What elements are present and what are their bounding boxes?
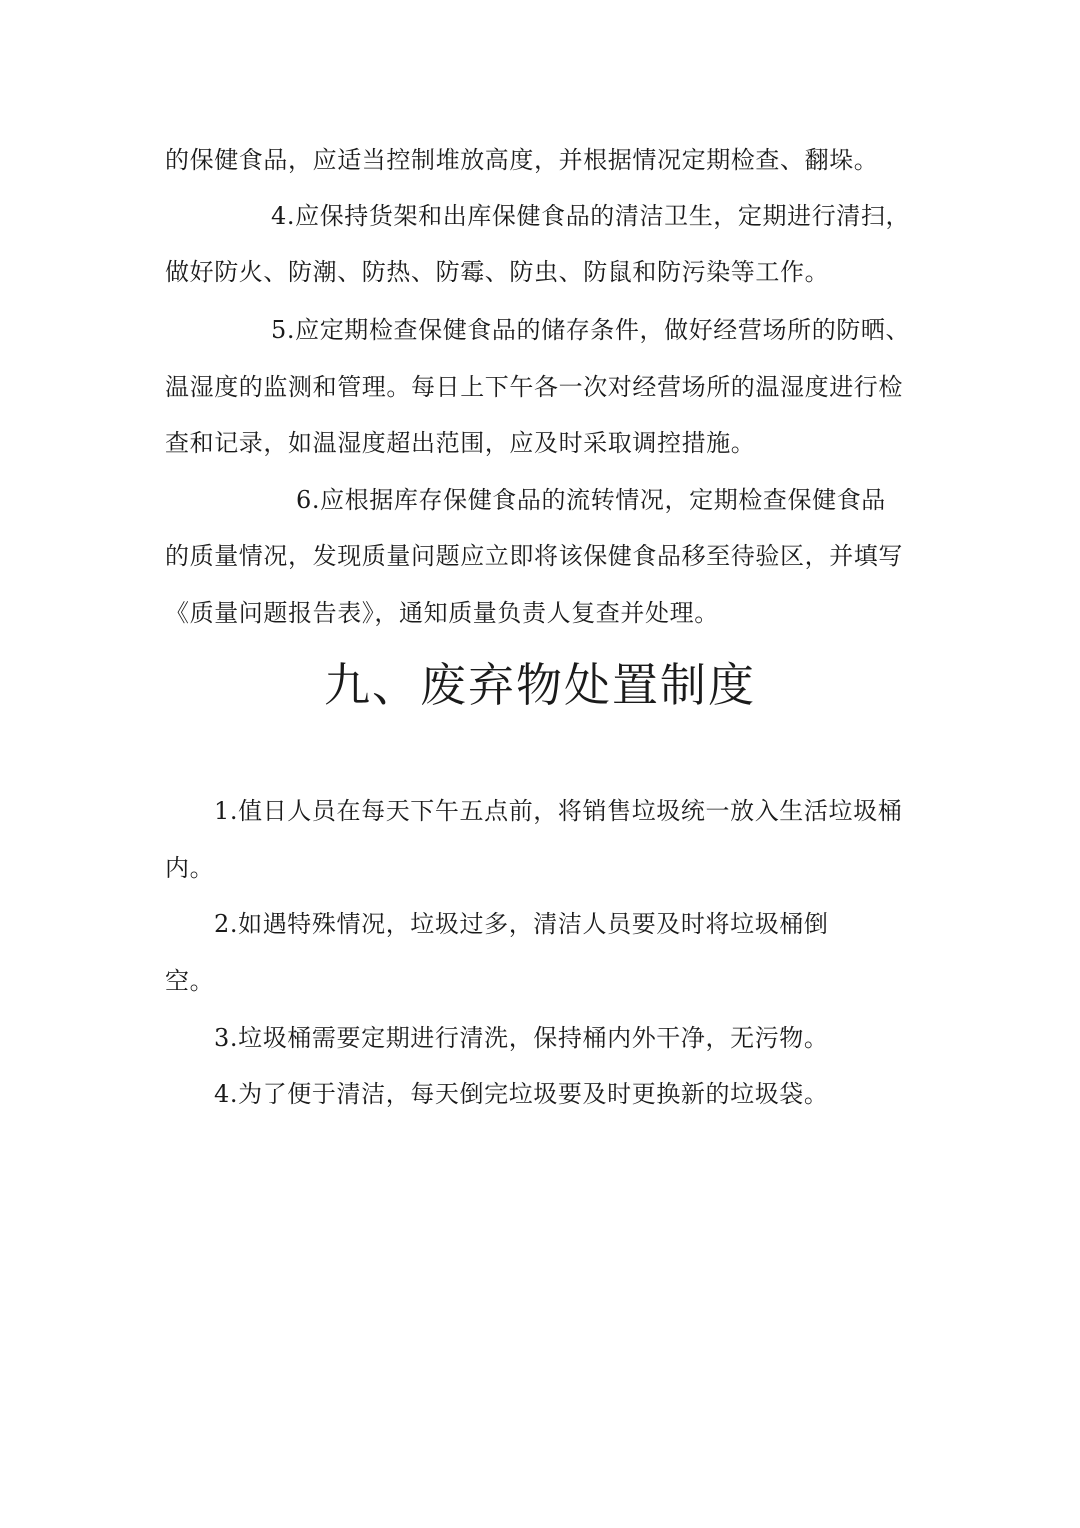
paragraph-line: 5.应定期检查保健食品的储存条件，做好经营场所的防晒、 (271, 316, 911, 344)
paragraph-line: 空。 (165, 967, 215, 995)
paragraph-line: 的质量情况，发现质量问题应立即将该保健食品移至待验区，并填写 (165, 542, 903, 570)
paragraph-line: 3.垃圾桶需要定期进行清洗，保持桶内外干净，无污物。 (214, 1024, 829, 1052)
paragraph-line: 内。 (165, 854, 215, 882)
paragraph-line: 《质量问题报告表》，通知质量负责人复查并处理。 (165, 599, 719, 627)
paragraph-line: 的保健食品，应适当控制堆放高度，并根据情况定期检查、翻垛。 (165, 146, 879, 174)
paragraph-line: 温湿度的监测和管理。每日上下午各一次对经营场所的温湿度进行检 (165, 373, 903, 401)
paragraph-line: 查和记录，如温湿度超出范围，应及时采取调控措施。 (165, 429, 756, 457)
paragraph-line: 4.应保持货架和出库保健食品的清洁卫生，定期进行清扫， (271, 202, 911, 230)
paragraph-line: 1.值日人员在每天下午五点前，将销售垃圾统一放入生活垃圾桶 (214, 797, 903, 825)
section-title: 九、废弃物处置制度 (324, 658, 756, 712)
paragraph-line: 做好防火、防潮、防热、防霉、防虫、防鼠和防污染等工作。 (165, 258, 830, 286)
paragraph-line: 2.如遇特殊情况，垃圾过多，清洁人员要及时将垃圾桶倒 (214, 910, 829, 938)
paragraph-line: 6.应根据库存保健食品的流转情况，定期检查保健食品 (296, 486, 886, 514)
paragraph-line: 4.为了便于清洁，每天倒完垃圾要及时更换新的垃圾袋。 (214, 1080, 829, 1108)
